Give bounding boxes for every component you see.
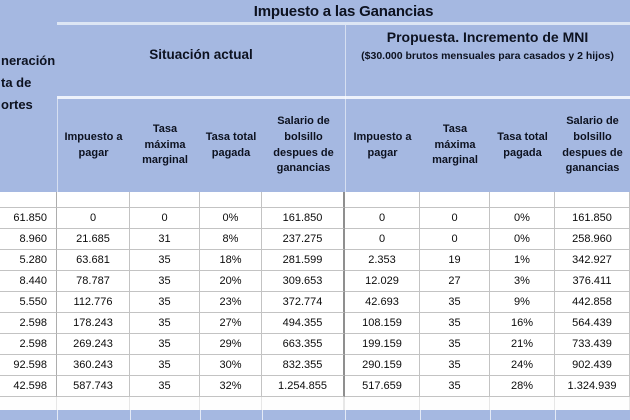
table-header: [0, 0, 630, 192]
table-title: Impuesto a las Ganancias: [253, 3, 434, 20]
cell: 8.960: [0, 229, 57, 250]
cell: 12.029: [345, 271, 420, 292]
cell: 281.599: [262, 250, 345, 271]
cell: [490, 397, 555, 410]
cell: 63.681: [57, 250, 130, 271]
cell: [555, 397, 630, 410]
cell: [262, 192, 345, 208]
cell: 1.254.855: [262, 376, 345, 397]
cell: 1%: [490, 250, 555, 271]
cell: 564.439: [555, 313, 630, 334]
bottom-blue-strip: [0, 410, 630, 420]
strip-divider: [345, 410, 346, 420]
cell: [0, 397, 57, 410]
cell: 35: [420, 334, 490, 355]
cell: 902.439: [555, 355, 630, 376]
cell: 0%: [490, 229, 555, 250]
cell: [57, 397, 130, 410]
title-underline: [57, 22, 630, 25]
column-header-cell: Tasa total pagada: [205, 130, 257, 159]
cell: 35: [130, 355, 200, 376]
cell: 29%: [200, 334, 262, 355]
cell: 178.243: [57, 313, 130, 334]
cell: 269.243: [57, 334, 130, 355]
table-row: [0, 376, 630, 397]
cell: 35: [130, 376, 200, 397]
cell: 42.693: [345, 292, 420, 313]
cell: 35: [130, 313, 200, 334]
cell: 16%: [490, 313, 555, 334]
cell: 23%: [200, 292, 262, 313]
group-proposal-sublabel: ($30.000 brutos mensuales para casados y 2 hijos): [361, 50, 614, 62]
cell: [130, 397, 200, 410]
cell: 21%: [490, 334, 555, 355]
table-row: [0, 271, 630, 292]
cell: 9%: [490, 292, 555, 313]
cell: 0: [420, 229, 490, 250]
column-header-cell: Impuesto a pagar: [353, 130, 412, 159]
left-column-header-line: neración: [1, 53, 56, 68]
left-column-header-line: ta de: [1, 75, 32, 90]
cell: 8.440: [0, 271, 57, 292]
cell: 2.598: [0, 334, 57, 355]
cell: [262, 397, 345, 410]
strip-divider: [555, 410, 556, 420]
table-row: [0, 334, 630, 355]
cell: [420, 192, 490, 208]
cell: 309.653: [262, 271, 345, 292]
table-row: [0, 208, 630, 229]
table-row: [0, 250, 630, 271]
cell: 35: [420, 355, 490, 376]
group-proposal-label: Propuesta. Incremento de MNI: [386, 29, 589, 45]
cell: 1.324.939: [555, 376, 630, 397]
cell: 290.159: [345, 355, 420, 376]
table-row: [0, 313, 630, 334]
cell: [490, 192, 555, 208]
strip-divider: [130, 410, 131, 420]
group-proposal: [345, 29, 630, 64]
cell: 35: [420, 376, 490, 397]
cell: 108.159: [345, 313, 420, 334]
cell: 832.355: [262, 355, 345, 376]
strip-divider: [200, 410, 201, 420]
cell: [555, 192, 630, 208]
cell: 27%: [200, 313, 262, 334]
cell: 28%: [490, 376, 555, 397]
cell: 18%: [200, 250, 262, 271]
column-header-cell: [0, 99, 57, 192]
cell: 0%: [200, 208, 262, 229]
cell: 61.850: [0, 208, 57, 229]
cell: 35: [130, 292, 200, 313]
cell: 237.275: [262, 229, 345, 250]
cell: 2.598: [0, 313, 57, 334]
cell: 161.850: [262, 208, 345, 229]
cell: 733.439: [555, 334, 630, 355]
cell: 258.960: [555, 229, 630, 250]
cell: 5.550: [0, 292, 57, 313]
cell: [420, 397, 490, 410]
cell: 30%: [200, 355, 262, 376]
column-header-cell: Salario de bolsillo despues de ganancias: [273, 114, 334, 175]
group-actual-label: Situación actual: [149, 47, 253, 62]
cell: 42.598: [0, 376, 57, 397]
strip-divider: [262, 410, 263, 420]
cell: [0, 192, 57, 208]
cell: 21.685: [57, 229, 130, 250]
cell: 376.411: [555, 271, 630, 292]
cell: 494.355: [262, 313, 345, 334]
table-row: [0, 229, 630, 250]
cell: [57, 192, 130, 208]
cell: 3%: [490, 271, 555, 292]
cell: 2.353: [345, 250, 420, 271]
cell: 35: [420, 313, 490, 334]
cell: 0: [345, 208, 420, 229]
cell: [345, 192, 420, 208]
cell: 92.598: [0, 355, 57, 376]
cell: 161.850: [555, 208, 630, 229]
cell: 199.159: [345, 334, 420, 355]
cell: 342.927: [555, 250, 630, 271]
cell: 0: [420, 208, 490, 229]
cell: [200, 397, 262, 410]
cell: [200, 192, 262, 208]
cell: 5.280: [0, 250, 57, 271]
column-header-cell: Tasa total pagada: [497, 130, 548, 159]
column-headers-row: [0, 99, 630, 192]
cell: 8%: [200, 229, 262, 250]
cell: 0: [130, 208, 200, 229]
cell: 20%: [200, 271, 262, 292]
column-header-cell: Impuesto a pagar: [64, 130, 123, 159]
cell: [345, 397, 420, 410]
cell: 31: [130, 229, 200, 250]
strip-divider: [490, 410, 491, 420]
column-header-cell: Tasa máxima marginal: [142, 122, 188, 167]
cell: 32%: [200, 376, 262, 397]
cell: 35: [420, 292, 490, 313]
cell: 0: [345, 229, 420, 250]
cell: 35: [130, 334, 200, 355]
cell: 0%: [490, 208, 555, 229]
cell: 360.243: [57, 355, 130, 376]
cell: 35: [130, 271, 200, 292]
cell: 35: [130, 250, 200, 271]
cell: 442.858: [555, 292, 630, 313]
table-row: [0, 355, 630, 376]
cell: 78.787: [57, 271, 130, 292]
cell: 27: [420, 271, 490, 292]
cell: [130, 192, 200, 208]
cell: 112.776: [57, 292, 130, 313]
column-header-cell: Salario de bolsillo despues de ganancias: [562, 114, 623, 175]
cell: 24%: [490, 355, 555, 376]
column-header-cell: Tasa máxima marginal: [432, 122, 478, 167]
strip-divider: [57, 410, 58, 420]
cell: 372.774: [262, 292, 345, 313]
cell: 587.743: [57, 376, 130, 397]
cell: 663.355: [262, 334, 345, 355]
cell: 517.659: [345, 376, 420, 397]
left-column-header-line: ortes: [1, 97, 33, 112]
spacer-row: [0, 192, 630, 208]
table-row: [0, 292, 630, 313]
data-grid: [0, 192, 630, 410]
strip-divider: [420, 410, 421, 420]
cell: 19: [420, 250, 490, 271]
ghost-row: [0, 397, 630, 410]
cell: 0: [57, 208, 130, 229]
